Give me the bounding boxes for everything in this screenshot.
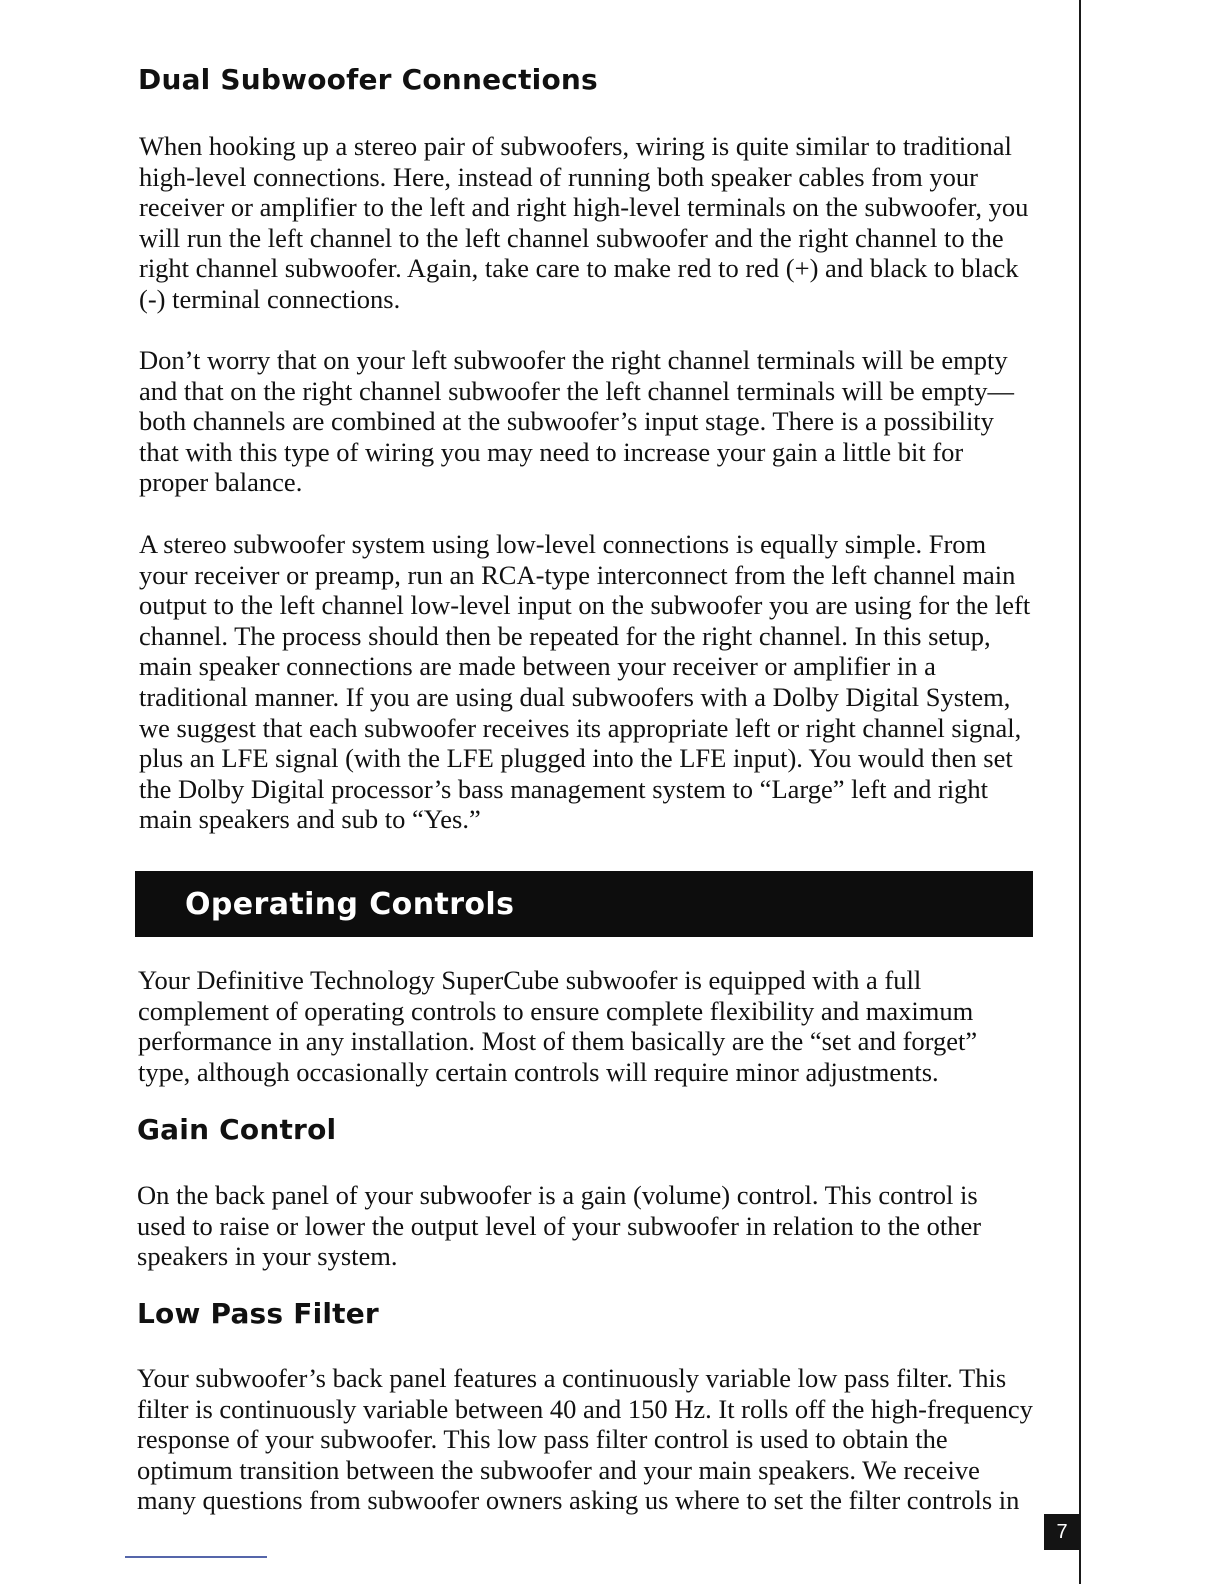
- paragraph-operating: Your Definitive Technology SuperCube subwoofer is equipped with a full complement of operating controls to ensure complete flexibility and maximum performance in any installation. Most of them basically are the “set and forget” type, although occasionally certain controls will require minor adjustments.: [138, 965, 978, 1087]
- page-number-badge: 7: [1044, 1514, 1080, 1550]
- paragraph-dual-1: When hooking up a stereo pair of subwoofers, wiring is quite similar to traditional high-level connections. Here, instead of running both speaker cables from your receiver or amplifier to the left and right high-level terminals on the subwoofer, you will run the left channel to the left channel subwoofer and the right channel to the right channel subwoofer. Again, take care to make red to red (+) and black to black (-) terminal connections.: [139, 131, 1029, 314]
- heading-low-pass-filter: Low Pass Filter: [137, 1297, 379, 1330]
- paragraph-dual-2: Don’t worry that on your left subwoofer the right channel terminals will be empty and that on the right channel subwoofer the left channel terminals will be empty—both channels are combined at the subwoofer’s input stage. There is a possibility that with this type of wiring you may need to increase your gain a little bit for proper balance.: [139, 345, 1014, 498]
- footer-rule: [125, 1556, 267, 1558]
- paragraph-low-pass: Your subwoofer’s back panel features a continuously variable low pass filter. This filter is continuously variable between 40 and 150 Hz. It rolls off the high-frequency response of your subwoofer. This low pass filter control is used to obtain the optimum transition between the subwoofer and your main speakers. We receive many questions from subwoofer owners asking us where to set the filter controls in: [137, 1363, 1033, 1516]
- paragraph-gain: On the back panel of your subwoofer is a gain (volume) control. This control is used to raise or lower the output level of your subwoofer in relation to the other speakers in your system.: [137, 1180, 982, 1272]
- heading-operating-controls: Operating Controls: [185, 886, 515, 922]
- heading-gain-control: Gain Control: [137, 1113, 337, 1146]
- operating-controls-banner: [135, 871, 1033, 937]
- page-edge-rule: [1079, 0, 1081, 1584]
- heading-dual-subwoofer-connections: Dual Subwoofer Connections: [138, 63, 598, 96]
- paragraph-dual-3: A stereo subwoofer system using low-level connections is equally simple. From your receiver or preamp, run an RCA-type interconnect from the left channel main output to the left channel low-level input on the subwoofer you are using for the left channel. The process should then be repeated for the right channel. In this setup, main speaker connections are made between your receiver or amplifier in a traditional manner. If you are using dual subwoofers with a Dolby Digital System, we suggest that each subwoofer receives its appropriate left or right channel signal, plus an LFE signal (with the LFE plugged into the LFE input). You would then set the Dolby Digital processor’s bass management system to “Large” left and right main speakers and sub to “Yes.”: [139, 529, 1031, 835]
